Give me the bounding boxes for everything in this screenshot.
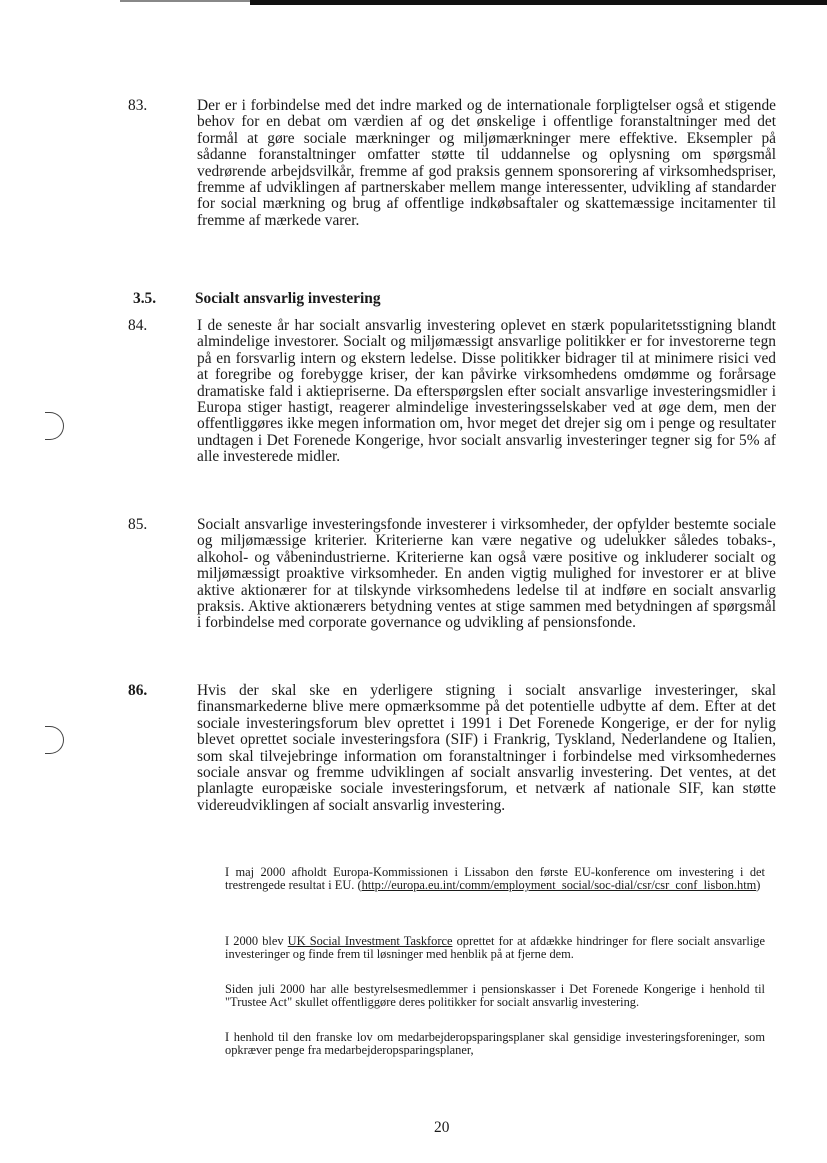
- paragraph-text: Der er i forbindelse med det indre marked og de internationale forpligtelser også et stigende behov for en debat om værdien af og det ønskelige i offentlige foranstaltninger med det formål at gøre sociale mærkninger og miljømærkninger mere effektive. Eksempler på sådanne foranstaltninger omfatter støtte til uddannelse og oplysning om spørgsmål vedrørende arbejdsvilkår, fremme af god praksis gennem sponsorering af virksomhedspriser, fremme af udviklingen af partnerskaber mellem mange interessenter, udvikling af standarder for social mærkning og brug af offentlige indkøbsaftaler og skattemæssige incitamenter til fremme af mærkede varer.: [197, 97, 776, 229]
- scan-top-bar: [250, 0, 827, 5]
- punch-hole-mark: [45, 726, 64, 754]
- footnote-text: I maj 2000 afholdt Europa-Kommissionen i Lissabon den første EU-konference om investering i det trestrengede resultat i EU. (: [225, 865, 765, 893]
- paragraph-83: [128, 98, 776, 229]
- punch-hole-mark: [45, 412, 64, 440]
- footnote-text: oprettet for at afdække hindringer for flere socialt ansvarlige investeringer og finde frem til løsninger med henblik på at fjerne dem.: [225, 934, 765, 962]
- paragraph-84: [128, 318, 776, 466]
- paragraph-number: 83.: [128, 97, 148, 114]
- footnote-2: [225, 935, 765, 962]
- footnote-text: I 2000 blev: [225, 934, 288, 948]
- section-number: 3.5.: [133, 290, 157, 307]
- section-title: Socialt ansvarlig investering: [195, 290, 381, 307]
- paragraph-number: 85.: [128, 516, 148, 533]
- paragraph-number: 84.: [128, 317, 148, 334]
- footnote-4: I henhold til den franske lov om medarbejderopsparingsplaner skal gensidige investeringsforeninger, som opkræver penge fra medarbejderopsparingsplaner,: [225, 1030, 765, 1058]
- footnote-3: Siden juli 2000 har alle bestyrelsesmedlemmer i pensionskasser i Det Forenede Kongerige i henhold til "Trustee Act" skullet offentliggøre deres politikker for socialt ansvarlig investering.: [225, 982, 765, 1010]
- section-heading: [133, 290, 381, 308]
- page-number: 20: [434, 1119, 450, 1136]
- paragraph-number: 86.: [128, 682, 148, 699]
- paragraph-85: [128, 517, 776, 632]
- footnote-link[interactable]: http://europa.eu.int/comm/employment_social/soc-dial/csr/csr_conf_lisbon.htm: [361, 878, 757, 893]
- footnote-link[interactable]: UK Social Investment Taskforce: [287, 934, 453, 948]
- paragraph-text: I de seneste år har socialt ansvarlig investering oplevet en stærk popularitetsstigning blandt almindelige investorer. Socialt og miljømæssigt ansvarlige politikker er for investorerne tegn på en forsvarlig intern og ekstern ledelse. Disse politikker bidrager til at minimere risici ved at foregribe og forebygge kriser, der kan påvirke virksomhedens omdømme og forårsage dramatiske fald i aktiepriserne. Da efterspørgslen efter socialt ansvarlige investeringsmidler i Europa stiger hastigt, reagerer almindelige investeringsselskaber ved at øge dem, men der offentliggøres ikke megen information om, hvor meget det drejer sig om i penge og resultater undtagen i Det Forenede Kongerige, hvor socialt ansvarlig investeringer tegner sig for 5% af alle investerede midler.: [197, 317, 776, 466]
- footnote-text: ): [756, 878, 761, 893]
- footnote-1: [225, 866, 765, 893]
- scan-edge-line: [120, 0, 250, 2]
- paragraph-86: [128, 683, 776, 814]
- paragraph-text: Socialt ansvarlige investeringsfonde investerer i virksomheder, der opfylder bestemte sociale og miljømæssige kriterier. Kriterierne kan være negative og udelukker således tobaks-, alkohol- og våbenindustrierne. Kriterierne kan også være positive og inkluderer socialt og miljømæssigt proaktive virksomheder. En anden vigtig mulighed for investorer er at blive aktive aktionærer for at tilskynde virksomhedens ledelse til at indføre en socialt ansvarlig praksis. Aktive aktionærers betydning ventes at stige sammen med betydningen af spørgsmål i forbindelse med corporate governance og udvikling af pensionsfonde.: [197, 516, 776, 632]
- paragraph-text: Hvis der skal ske en yderligere stigning i socialt ansvarlige investeringer, skal finansmarkederne blive mere opmærksomme på det potentielle udbytte af dem. Efter at det sociale investeringsforum blev oprettet i 1991 i Det Forenede Kongerige, er der for nylig blevet oprettet sociale investeringsfora (SIF) i Frankrig, Tyskland, Nederlandene og Italien, som skal tilvejebringe information om foranstaltninger i forbindelse med virksomhedernes sociale ansvar og fremme udviklingen af socialt ansvarlig investering. Det ventes, at det planlagte europæiske sociale investeringsforum, et netværk af nationale SIF, kan støtte videreudviklingen af socialt ansvarlig investering.: [197, 682, 776, 814]
